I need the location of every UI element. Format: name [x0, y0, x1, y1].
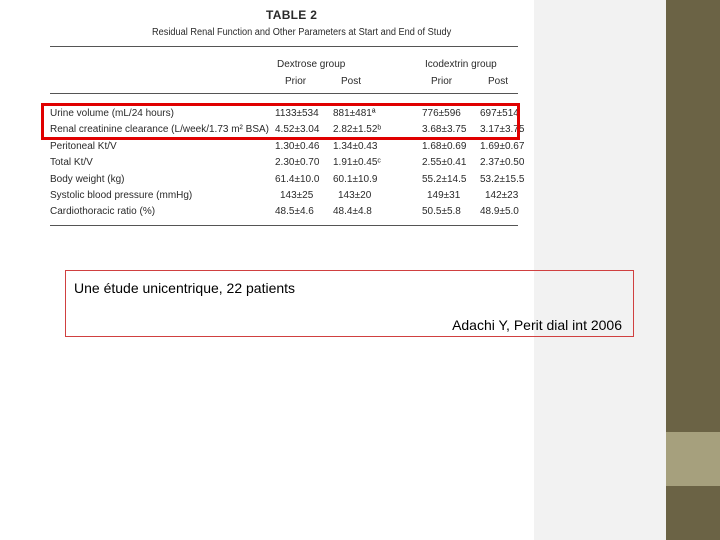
- cell-value: 143±25: [280, 190, 314, 201]
- row-label: Renal creatinine clearance (L/week/1.73 m² BSA): [50, 124, 269, 135]
- table-bottom-rule: [50, 225, 518, 226]
- table-row: [50, 206, 519, 219]
- table-header-rule: [50, 93, 518, 94]
- table-row: [50, 190, 519, 203]
- cell-value: 2.30±0.70: [275, 157, 320, 168]
- cell-value: 53.2±15.5: [480, 174, 525, 185]
- table-row: [50, 157, 525, 170]
- subheader-icodextrin-prior: Prior: [431, 76, 453, 87]
- cell-value: 61.4±10.0: [275, 174, 320, 185]
- citation: Adachi Y, Perit dial int 2006: [452, 317, 622, 333]
- cell-value: 50.5±5.8: [422, 206, 461, 217]
- subheader-dextrose-post: Post: [341, 76, 362, 87]
- cell-value: 3.17±3.75: [480, 124, 525, 135]
- table-row: [50, 174, 525, 187]
- row-label: Urine volume (mL/24 hours): [50, 108, 174, 119]
- table-subtitle: Residual Renal Function and Other Parameters at Start and End of Study: [152, 27, 452, 38]
- cell-value: 2.55±0.41: [422, 157, 467, 168]
- row-label: Systolic blood pressure (mmHg): [50, 190, 193, 201]
- cell-value: 881±481ª: [333, 108, 376, 119]
- cell-value: 1.68±0.69: [422, 141, 467, 152]
- cell-value: 1.30±0.46: [275, 141, 320, 152]
- group-header-icodextrin: Icodextrin group: [425, 59, 497, 70]
- subheader-icodextrin-post: Post: [488, 76, 509, 87]
- cell-value: 48.4±4.8: [333, 206, 372, 217]
- table-title: TABLE 2: [266, 8, 318, 22]
- cell-value: 2.82±1.52ᵇ: [333, 124, 382, 135]
- cell-value: 143±20: [338, 190, 372, 201]
- cell-value: 3.68±3.75: [422, 124, 467, 135]
- cell-value: 1.91±0.45ᶜ: [333, 157, 381, 168]
- row-label: Total Kt/V: [50, 157, 93, 168]
- cell-value: 1.34±0.43: [333, 141, 378, 152]
- cell-value: 48.9±5.0: [480, 206, 519, 217]
- highlight-box: [41, 103, 520, 140]
- cell-value: 149±31: [427, 190, 461, 201]
- cell-value: 776±596: [422, 108, 461, 119]
- row-label: Cardiothoracic ratio (%): [50, 206, 156, 217]
- cell-value: 697±514: [480, 108, 519, 119]
- cell-value: 2.37±0.50: [480, 157, 525, 168]
- note-box: [65, 270, 634, 337]
- row-label: Peritoneal Kt/V: [50, 141, 117, 152]
- subheader-dextrose-prior: Prior: [285, 76, 307, 87]
- cell-value: 142±23: [485, 190, 519, 201]
- cell-value: 1.69±0.67: [480, 141, 525, 152]
- cell-value: 4.52±3.04: [275, 124, 320, 135]
- table-top-rule: [50, 46, 518, 47]
- table-row: [50, 141, 525, 154]
- cell-value: 1133±534: [275, 108, 319, 119]
- slide-side-accent: [666, 432, 720, 486]
- note-text: Une étude unicentrique, 22 patients: [74, 280, 296, 296]
- cell-value: 60.1±10.9: [333, 174, 378, 185]
- cell-value: 48.5±4.6: [275, 206, 314, 217]
- row-label: Body weight (kg): [50, 174, 125, 185]
- cell-value: 55.2±14.5: [422, 174, 467, 185]
- group-header-dextrose: Dextrose group: [277, 59, 346, 70]
